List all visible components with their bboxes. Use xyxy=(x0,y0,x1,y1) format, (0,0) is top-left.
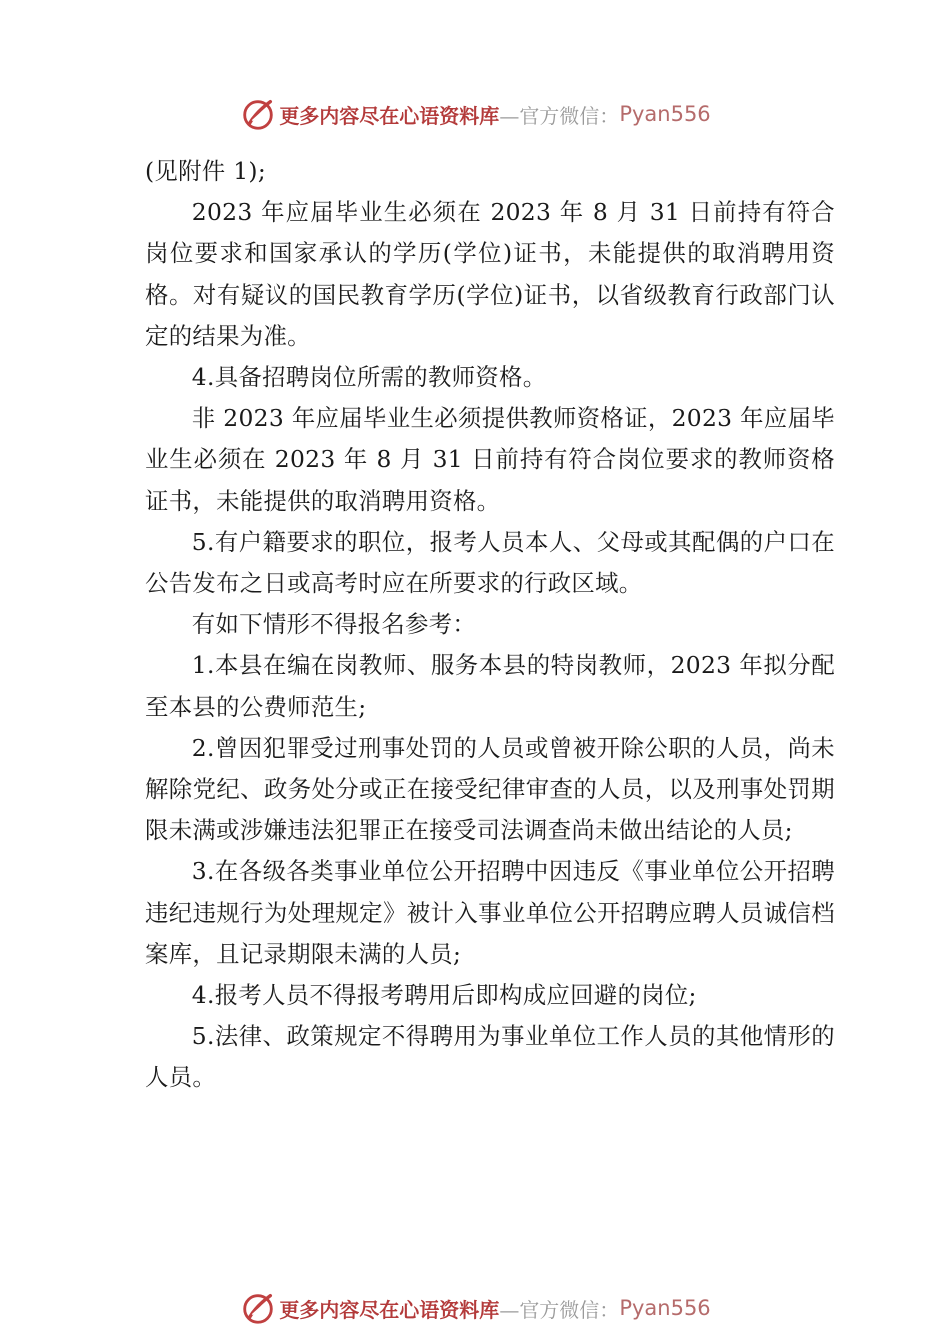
brush-logo-icon xyxy=(239,95,277,133)
document-body xyxy=(145,151,835,1099)
paragraph: 有如下情形不得报名参考： xyxy=(191,610,477,639)
paragraph: 3.在各级各类事业单位公开招聘中因违反《事业单位公开招聘违纪违规行为处理规定》被计入事业单位公开招聘应聘人员诚信档案库，且记录期限未满的人员; xyxy=(145,857,835,968)
paragraph: 5.法律、政策规定不得聘用为事业单位工作人员的其他情形的人员。 xyxy=(145,1022,835,1092)
banner-text-main: 更多内容尽在心语资料库 xyxy=(279,103,500,128)
paragraph: 1.本县在编在岗教师、服务本县的特岗教师，2023 年拟分配至本县的公费师范生; xyxy=(145,651,835,721)
banner-text-wechat: —官方微信： xyxy=(499,1297,620,1322)
footer-banner xyxy=(0,1288,950,1328)
paragraph: 2.曾因犯罪受过刑事处罚的人员或曾被开除公职的人员，尚未解除党纪、政务处分或正在接受纪律审查的人员，以及刑事处罚期限未满或涉嫌违法犯罪正在接受司法调查尚未做出结论的人员; xyxy=(145,733,835,845)
paragraph: 4.具备招聘岗位所需的教师资格。 xyxy=(191,363,547,392)
banner-text-main: 更多内容尽在心语资料库 xyxy=(279,1297,500,1322)
banner-wechat-id: Pyan556 xyxy=(619,1296,711,1320)
paragraph: 非 2023 年应届毕业生必须提供教师资格证，2023 年应届毕业生必须在 2023 年 8 月 31 日前持有符合岗位要求的教师资格证书，未能提供的取消聘用资格。 xyxy=(145,404,835,515)
paragraph: (见附件 1); xyxy=(145,157,267,185)
paragraph: 2023 年应届毕业生必须在 2023 年 8 月 31 日前持有符合岗位要求和国家承认的学历(学位)证书，未能提供的取消聘用资格。对有疑议的国民教育学历(学位)证书，以省级教育行政部门认定的结果为准。 xyxy=(145,198,835,350)
banner-text-wechat: —官方微信： xyxy=(499,103,620,128)
brush-logo-icon xyxy=(239,1289,277,1327)
paragraph: 5.有户籍要求的职位，报考人员本人、父母或其配偶的户口在公告发布之日或高考时应在所要求的行政区域。 xyxy=(145,527,835,598)
banner-wechat-id: Pyan556 xyxy=(619,102,711,126)
paragraph: 4.报考人员不得报考聘用后即构成应回避的岗位; xyxy=(191,981,697,1010)
header-banner xyxy=(0,94,950,134)
